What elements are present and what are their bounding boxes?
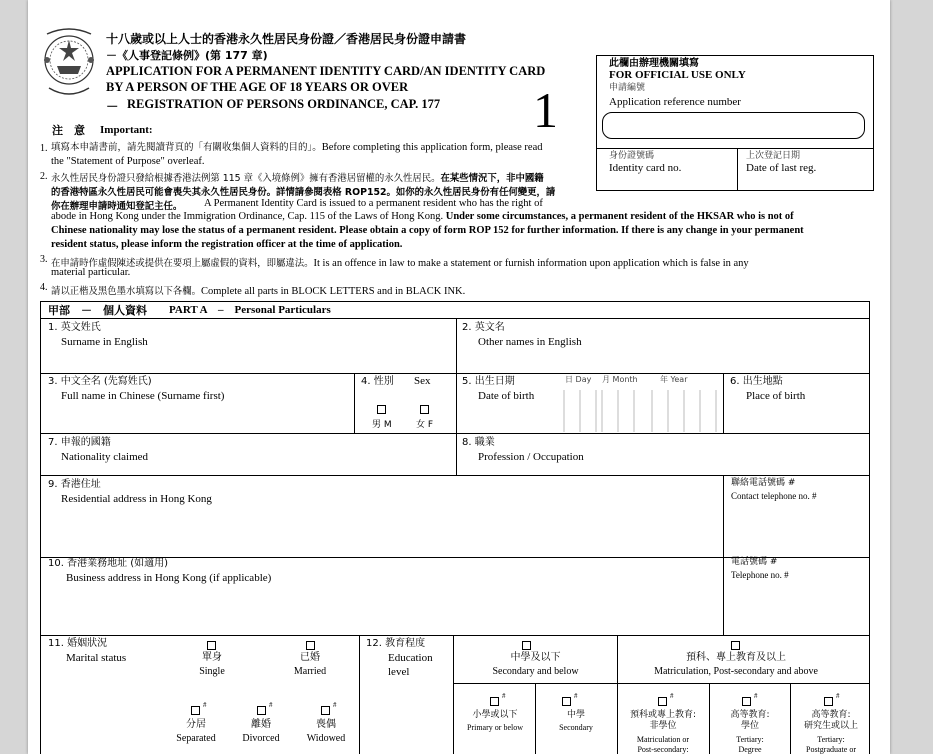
degree-label-zh-a: 高等教育: xyxy=(730,710,770,720)
sex-female-checkbox[interactable] xyxy=(420,405,429,414)
idcard-label-en: Identity card no. xyxy=(609,162,682,174)
dob-year-label: 年 Year xyxy=(660,375,688,384)
sex-label-en: Sex xyxy=(414,375,431,387)
nondeg-label-en-a: Matriculation or xyxy=(636,735,690,744)
business-address-field[interactable] xyxy=(42,588,722,636)
application-reference-field[interactable] xyxy=(602,112,865,139)
birthplace-label-zh: 6. 出生地點 xyxy=(730,376,783,387)
note-2-en-c: Chinese nationality may lose the status of a permanent resident. Please obtain a copy of form ROP 152 for further information. If there is any change in your permanent xyxy=(51,225,804,236)
title-dash: － xyxy=(106,100,119,114)
surname-field[interactable] xyxy=(42,350,456,372)
divorced-hash: # xyxy=(269,701,273,709)
edu-matriculation-above-checkbox[interactable] xyxy=(731,641,740,650)
official-title-zh: 此欄由辦理機關填寫 xyxy=(609,58,699,69)
part-a-title-zh: 甲部 － 個人資料 xyxy=(48,304,147,317)
chinese-name-field[interactable] xyxy=(42,408,354,432)
sex-female-label: 女 F xyxy=(416,420,434,430)
married-label-zh: 已婚 xyxy=(300,652,320,663)
nondeg-label-zh-b: 非學位 xyxy=(649,721,677,731)
single-label-zh: 單身 xyxy=(202,652,222,663)
marital-widowed-checkbox[interactable] xyxy=(321,706,330,715)
title-zh: 十八歲或以上人士的香港永久性居民身份證／香港居民身份證申請書 xyxy=(106,32,467,46)
note-4-en: Complete all parts in BLOCK LETTERS and in BLACK INK. xyxy=(201,286,466,297)
other-names-label-en: Other names in English xyxy=(478,336,582,348)
dob-label-en: Date of birth xyxy=(478,390,535,402)
postgrad-hash: # xyxy=(836,692,840,700)
primary-label-zh: 小學或以下 xyxy=(472,710,518,720)
note-4-zh: 請以正楷及黑色墨水填寫以下各欄。 xyxy=(51,286,202,297)
lastreg-label-en: Date of last reg. xyxy=(746,162,817,174)
edu-degree-checkbox[interactable] xyxy=(742,697,751,706)
degree-hash: # xyxy=(754,692,758,700)
divorced-label-en: Divorced xyxy=(242,733,280,744)
marital-married-checkbox[interactable] xyxy=(306,641,315,650)
note-2-en-b-bold: Under some circumstances, a permanent resident of the HKSAR who is not of xyxy=(445,211,794,222)
note-2-zh-c: 你在辦理申請時通知登記主任。 xyxy=(51,201,183,212)
education-label-en-a: Education xyxy=(388,652,433,664)
secondary-hash: # xyxy=(574,692,578,700)
secondary-label-en: Secondary xyxy=(559,723,593,732)
edu-secondary-below-checkbox[interactable] xyxy=(522,641,531,650)
surname-label-en: Surname in English xyxy=(61,336,148,348)
note-3-num: 3. xyxy=(40,254,48,265)
note-3-en-b: material particular. xyxy=(51,267,131,278)
contact-phone-label-en: Contact telephone no. # xyxy=(731,491,817,501)
edu-secondary-checkbox[interactable] xyxy=(562,697,571,706)
separated-label-en: Separated xyxy=(176,733,216,744)
degree-label-en-b: Degree xyxy=(738,745,762,754)
sex-male-label: 男 M xyxy=(372,420,392,430)
single-label-en: Single xyxy=(199,666,225,677)
sec-below-label-zh: 中學及以下 xyxy=(510,652,561,663)
dob-day-label: 日 Day xyxy=(565,375,592,384)
education-label-en-b: level xyxy=(388,666,410,678)
note-1-en-b: the "Statement of Purpose" overleaf. xyxy=(51,156,205,167)
telephone-label-zh: 電話號碼 # xyxy=(731,557,778,567)
note-2-num: 2. xyxy=(40,171,48,182)
separated-label-zh: 分居 xyxy=(186,719,206,730)
primary-hash: # xyxy=(502,692,506,700)
marital-divorced-checkbox[interactable] xyxy=(257,706,266,715)
primary-label-en: Primary or below xyxy=(467,723,523,732)
matric-label-zh: 預科、專上教育及以上 xyxy=(686,652,786,663)
widowed-hash: # xyxy=(333,701,337,709)
birthplace-label-en: Place of birth xyxy=(746,390,806,402)
postgrad-label-en-a: Tertiary: xyxy=(817,735,845,744)
dob-month-label: 月 Month xyxy=(602,375,638,384)
business-phone-field[interactable] xyxy=(727,586,869,634)
dob-label-zh: 5. 出生日期 xyxy=(462,376,515,387)
title-en-line-3: REGISTRATION OF PERSONS ORDINANCE, CAP. 177 xyxy=(127,97,441,111)
sex-label-zh: 4. 性別 xyxy=(361,376,394,387)
note-2-en-a: A Permanent Identity Card is issued to a permanent resident who has the right of xyxy=(204,198,543,209)
chinese-name-label-zh: 3. 中文全名 (先寫姓氏) xyxy=(48,376,152,387)
surname-label-zh: 1. 英文姓氏 xyxy=(48,322,101,333)
ordinance-zh: －《人事登記條例》(第 177 章) xyxy=(106,49,268,62)
note-1-zh: 填寫本申請書前，請先閱讀背頁的「有關收集個人資料的目的」。 xyxy=(51,142,322,153)
secondary-label-zh: 中學 xyxy=(566,710,585,720)
residential-address-field[interactable] xyxy=(42,508,722,558)
note-2-en-b-text: abode in Hong Kong under the Immigration Ordinance, Cap. 115 of the Laws of Hong Kong. xyxy=(51,211,444,222)
note-4 xyxy=(51,281,465,299)
notes-heading-zh: 注 意 xyxy=(52,124,85,137)
edu-primary-checkbox[interactable] xyxy=(490,697,499,706)
business-address-label-zh: 10. 香港業務地址 (如適用) xyxy=(48,558,169,569)
note-1 xyxy=(51,142,611,154)
postgrad-label-en-b: Postgraduate or xyxy=(806,745,856,754)
edu-non-degree-checkbox[interactable] xyxy=(658,697,667,706)
marital-separated-checkbox[interactable] xyxy=(191,706,200,715)
note-2-en-d: resident status, please inform the registration officer at the time of application. xyxy=(51,239,403,250)
marital-single-checkbox[interactable] xyxy=(207,641,216,650)
nondeg-label-zh-a: 預科或專上教育: xyxy=(629,710,697,720)
note-2-zh-a-text: 永久性居民身份證只發給根據香港法例第 115 章《入境條例》擁有香港居留權的永久性居民。 xyxy=(51,173,441,184)
other-names-field[interactable] xyxy=(460,350,869,372)
chinese-name-label-en: Full name in Chinese (Surname first) xyxy=(61,390,225,402)
occupation-label-en: Profession / Occupation xyxy=(478,451,584,463)
sex-male-checkbox[interactable] xyxy=(377,405,386,414)
postgrad-label-zh-a: 高等教育: xyxy=(811,710,851,720)
ref-label-en: Application reference number xyxy=(609,96,741,108)
education-label-zh: 12. 教育程度 xyxy=(366,638,426,649)
other-names-label-zh: 2. 英文名 xyxy=(462,322,505,333)
title-en-line-1: APPLICATION FOR A PERMANENT IDENTITY CARD/AN IDENTITY CARD xyxy=(106,64,546,78)
part-a-title-en: PART A – Personal Particulars xyxy=(169,304,331,316)
note-4-num: 4. xyxy=(40,282,48,293)
contact-phone-label-zh: 聯絡電話號碼 # xyxy=(731,478,796,488)
note-2-zh-b: 的香港特區永久性居民可能會喪失其永久性居民身份。詳情請參閱表格 ROP152。如你的永久性居民身份有任何變更，請 xyxy=(51,187,556,198)
dob-digit-boxes[interactable] xyxy=(562,386,717,432)
matric-label-en: Matriculation, Post-secondary and above xyxy=(654,666,818,677)
note-3-en-a: It is an offence in law to make a statement or furnish information upon application which is false in any xyxy=(313,258,749,269)
edu-postgraduate-checkbox[interactable] xyxy=(824,697,833,706)
birthplace-field[interactable] xyxy=(727,408,869,432)
note-2-zh-a-bold: 在某些情況下，非中國籍 xyxy=(440,173,544,184)
married-label-en: Married xyxy=(293,666,327,677)
nondeg-hash: # xyxy=(670,692,674,700)
divorced-label-zh: 離婚 xyxy=(251,719,271,730)
occupation-label-zh: 8. 職業 xyxy=(462,437,495,448)
postgrad-label-zh-b: 研究生或以上 xyxy=(803,721,858,731)
nationality-label-zh: 7. 申報的國籍 xyxy=(48,437,111,448)
residential-label-zh: 9. 香港住址 xyxy=(48,479,101,490)
note-1-en-a: Before completing this application form, please read xyxy=(321,142,543,153)
note-2-en-b xyxy=(51,211,794,222)
note-2-zh-a xyxy=(51,170,544,184)
hksar-emblem-icon xyxy=(41,26,97,104)
business-address-label-en: Business address in Hong Kong (if applicable) xyxy=(66,572,272,584)
telephone-label-en: Telephone no. # xyxy=(731,570,789,580)
ref-label-zh: 申請編號 xyxy=(609,83,646,93)
nationality-label-en: Nationality claimed xyxy=(61,451,149,463)
note-3-zh: 在申請時作虛假陳述或提供在要項上屬虛假的資料，即屬違法。 xyxy=(51,258,314,269)
official-title-en: FOR OFFICIAL USE ONLY xyxy=(609,69,746,81)
separated-hash: # xyxy=(203,701,207,709)
nondeg-label-en-b: Post-secondary: xyxy=(637,745,689,754)
lastreg-label-zh: 上次登記日期 xyxy=(746,151,801,161)
widowed-label-en: Widowed xyxy=(306,733,346,744)
sec-below-label-en: Secondary and below xyxy=(492,666,579,677)
note-1-num: 1. xyxy=(40,143,48,154)
form-number: 1 xyxy=(533,82,558,138)
widowed-label-zh: 喪偶 xyxy=(316,719,336,730)
note-3 xyxy=(51,253,749,271)
contact-phone-field[interactable] xyxy=(727,506,869,554)
notes-heading-en: Important: xyxy=(100,124,153,136)
idcard-label-zh: 身份證號碼 xyxy=(609,151,655,161)
degree-label-zh-b: 學位 xyxy=(740,721,759,731)
marital-label-zh: 11. 婚姻狀況 xyxy=(48,638,108,649)
title-en-line-2: BY A PERSON OF THE AGE OF 18 YEARS OR OVER xyxy=(106,80,409,94)
degree-label-en-a: Tertiary: xyxy=(736,735,764,744)
marital-label-en: Marital status xyxy=(66,652,127,664)
residential-label-en: Residential address in Hong Kong xyxy=(61,493,212,505)
form-page xyxy=(28,0,890,754)
